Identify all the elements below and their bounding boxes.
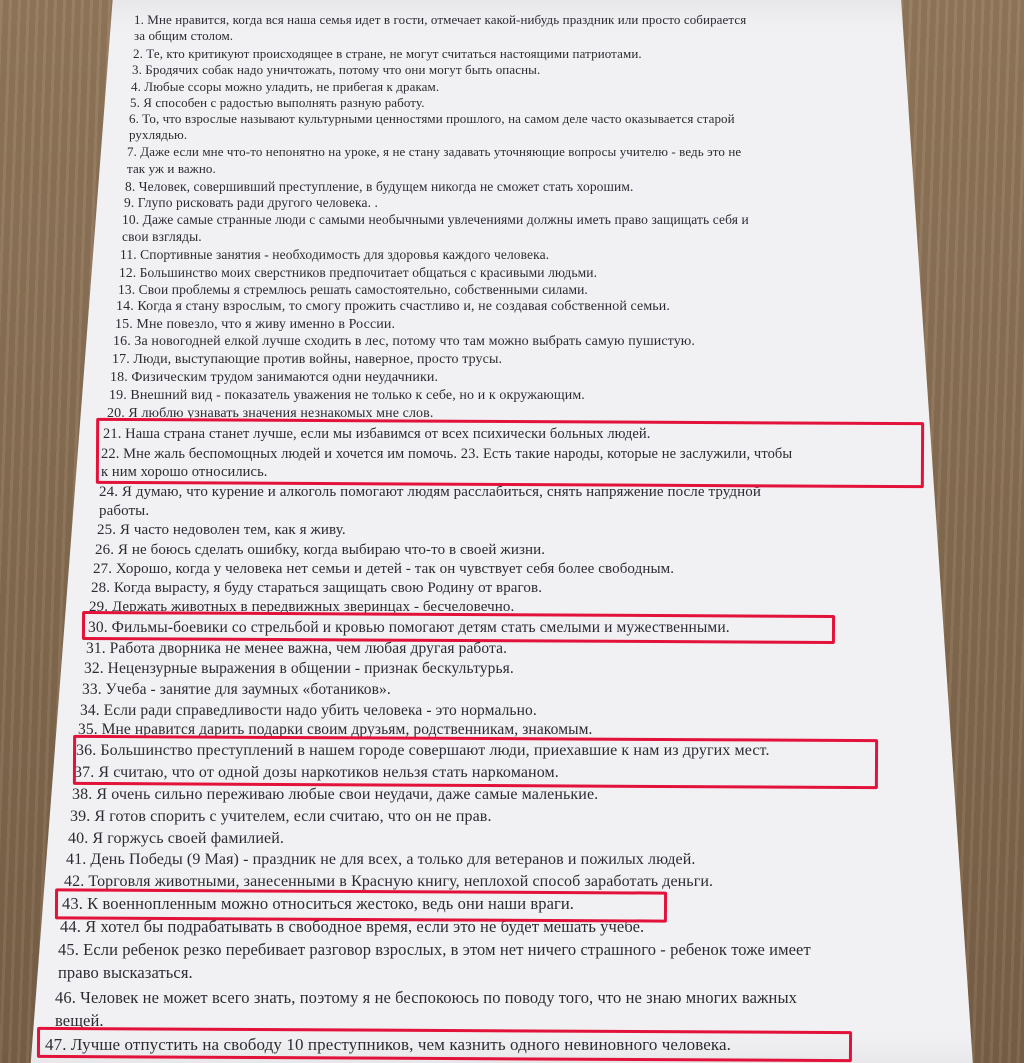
question-10-cont: свои взгляды. (122, 229, 202, 244)
question-44: 44. Я хотел бы подрабатывать в свободное время, если это не будет мешать учебе. (60, 917, 645, 936)
question-35-clipped (0, 721, 1024, 738)
question-4: 4. Любые ссоры можно уладить, не прибегая к дракам. (131, 79, 440, 94)
question-8: 8. Человек, совершивший преступление, в будущем никогда не сможет стать хорошим. (125, 179, 634, 194)
question-1: 1. Мне нравится, когда вся наша семья идет в гости, отмечает какой-нибудь праздник или просто собирается (134, 12, 747, 27)
question-1-cont: за общим столом. (134, 28, 234, 43)
question-47: 47. Лучше отпустить на свободу 10 преступников, чем казнить одного невиновного человека. (45, 1035, 732, 1054)
question-36: 36. Большинство преступлений в нашем городе совершают люди, приехавшие к нам из других мест. (76, 742, 770, 759)
question-34: 34. Если ради справедливости надо убить человека - это нормально. (80, 702, 537, 719)
question-28: 28. Когда вырасту, я буду стараться защищать свою Родину от врагов. (91, 580, 543, 596)
question-9: 9. Глупо рисковать ради другого человека. . (124, 195, 378, 210)
question-19: 19. Внешний вид - показатель уважения не только к себе, но и к окружающим. (109, 388, 585, 403)
question-29: 29. Держать животных в передвижных зверинцах - бесчеловечно. (89, 599, 515, 615)
question-17: 17. Люди, выступающие против войны, наверное, просто трусы. (112, 352, 503, 367)
question-38: 38. Я очень сильно переживаю любые свои неудачи, даже самые маленькие. (72, 786, 599, 803)
question-5: 5. Я способен с радостью выполнять разную работу. (130, 95, 425, 110)
question-32: 32. Нецензурные выражения в общении - признак бескультурья. (84, 660, 514, 677)
question-46-cont: вещей. (55, 1011, 104, 1030)
question-29-clipped (0, 599, 1024, 615)
question-13: 13. Свои проблемы я стремлюсь решать самостоятельно, собственными силами. (118, 282, 588, 297)
question-31: 31. Работа дворника не менее важна, чем любая другая работа. (86, 640, 508, 657)
highlight-box-47 (37, 1027, 852, 1062)
question-33: 33. Учеба - занятие для заумных «ботаников». (82, 681, 391, 698)
question-6: 6. То, что взрослые называют культурными ценностями прошлого, на самом деле часто оказывается старой (129, 111, 735, 126)
question-24-cont: работы. (99, 503, 150, 519)
question-30: 30. Фильмы-боевики со стрельбой и кровью помогают детям стать смелыми и мужественными. (88, 619, 730, 636)
question-14: 14. Когда я стану взрослым, то смогу прожить счастливо и, не создавая собственной семьи. (116, 299, 670, 314)
question-18: 18. Физическим трудом занимаются одни неудачники. (110, 370, 439, 385)
question-21: 21. Наша страна станет лучше, если мы избавимся от всех психически больных людей. (103, 426, 651, 442)
question-2: 2. Те, кто критикуют происходящее в стране, не могут считаться настоящими патриотами. (133, 46, 642, 61)
question-37: 37. Я считаю, что от одной дозы наркотиков нельзя стать наркоманом. (74, 764, 559, 781)
highlight-box-36-37 (73, 735, 878, 789)
question-20-clipped (0, 406, 1024, 421)
question-10: 10. Даже самые странные люди с самыми необычными увлечениями должны иметь право защищать себя и (122, 212, 749, 227)
question-16: 16. За новогодней елкой лучше сходить в лес, потому что там можно выбрать самую пушистую. (113, 334, 695, 349)
question-24: 24. Я думаю, что курение и алкоголь помогают людям расслабиться, снять напряжение после трудной (99, 484, 761, 500)
question-39: 39. Я готов спорить с учителем, если считаю, что он не прав. (70, 808, 492, 825)
question-45-cont: право высказаться. (58, 963, 193, 982)
question-3: 3. Бродячих собак надо уничтожать, потому что они могут быть опасны. (132, 62, 541, 77)
question-6-cont: рухлядью. (129, 127, 188, 142)
question-43: 43. К военнопленным можно относиться жестоко, ведь они наши враги. (62, 894, 575, 913)
question-35: 35. Мне нравится дарить подарки своим друзьям, родственникам, знакомым. (78, 721, 593, 738)
question-23-cont: к ним хорошо относились. (101, 464, 268, 480)
question-11: 11. Спортивные занятия - необходимость для здоровья каждого человека. (120, 247, 550, 262)
question-42-clipped (0, 873, 1024, 890)
question-7-cont: так уж и важно. (127, 161, 216, 176)
question-15: 15. Мне повезло, что я живу именно в России. (115, 317, 396, 332)
question-42: 42. Торговля животными, занесенными в Красную книгу, неплохой способ заработать деньги. (64, 873, 714, 890)
question-27: 27. Хорошо, когда у человека нет семьи и детей - так он чувствует себя более свободным. (93, 561, 675, 577)
question-25: 25. Я часто недоволен тем, как я живу. (97, 522, 346, 538)
question-22-23: 22. Мне жаль беспомощных людей и хочется им помочь. 23. Есть такие народы, которые не заслужили, чтобы (101, 446, 793, 462)
question-41: 41. День Победы (9 Мая) - праздник не для всех, а только для ветеранов и пожилых людей. (66, 851, 696, 868)
question-40: 40. Я горжусь своей фамилией. (68, 830, 284, 847)
question-20: 20. Я люблю узнавать значения незнакомых мне слов. (107, 406, 434, 421)
question-45: 45. Если ребенок резко перебивает разговор взрослых, в этом нет ничего страшного - ребенок тоже имеет (58, 940, 811, 959)
question-7: 7. Даже если мне что-то непонятно на уроке, я не стану задавать уточняющие вопросы учителю - ведь это не (127, 144, 742, 159)
question-46: 46. Человек не может всего знать, поэтому я не беспокоюсь по поводу того, что не знаю многих важных (55, 988, 798, 1007)
question-12: 12. Большинство моих сверстников предпочитает общаться с красивыми людьми. (119, 265, 598, 280)
highlight-box-21-23 (96, 418, 924, 488)
highlight-box-30 (82, 611, 835, 644)
highlight-box-43 (55, 888, 667, 922)
question-26: 26. Я не боюсь сделать ошибку, когда выбираю что-то в своей жизни. (95, 542, 546, 558)
